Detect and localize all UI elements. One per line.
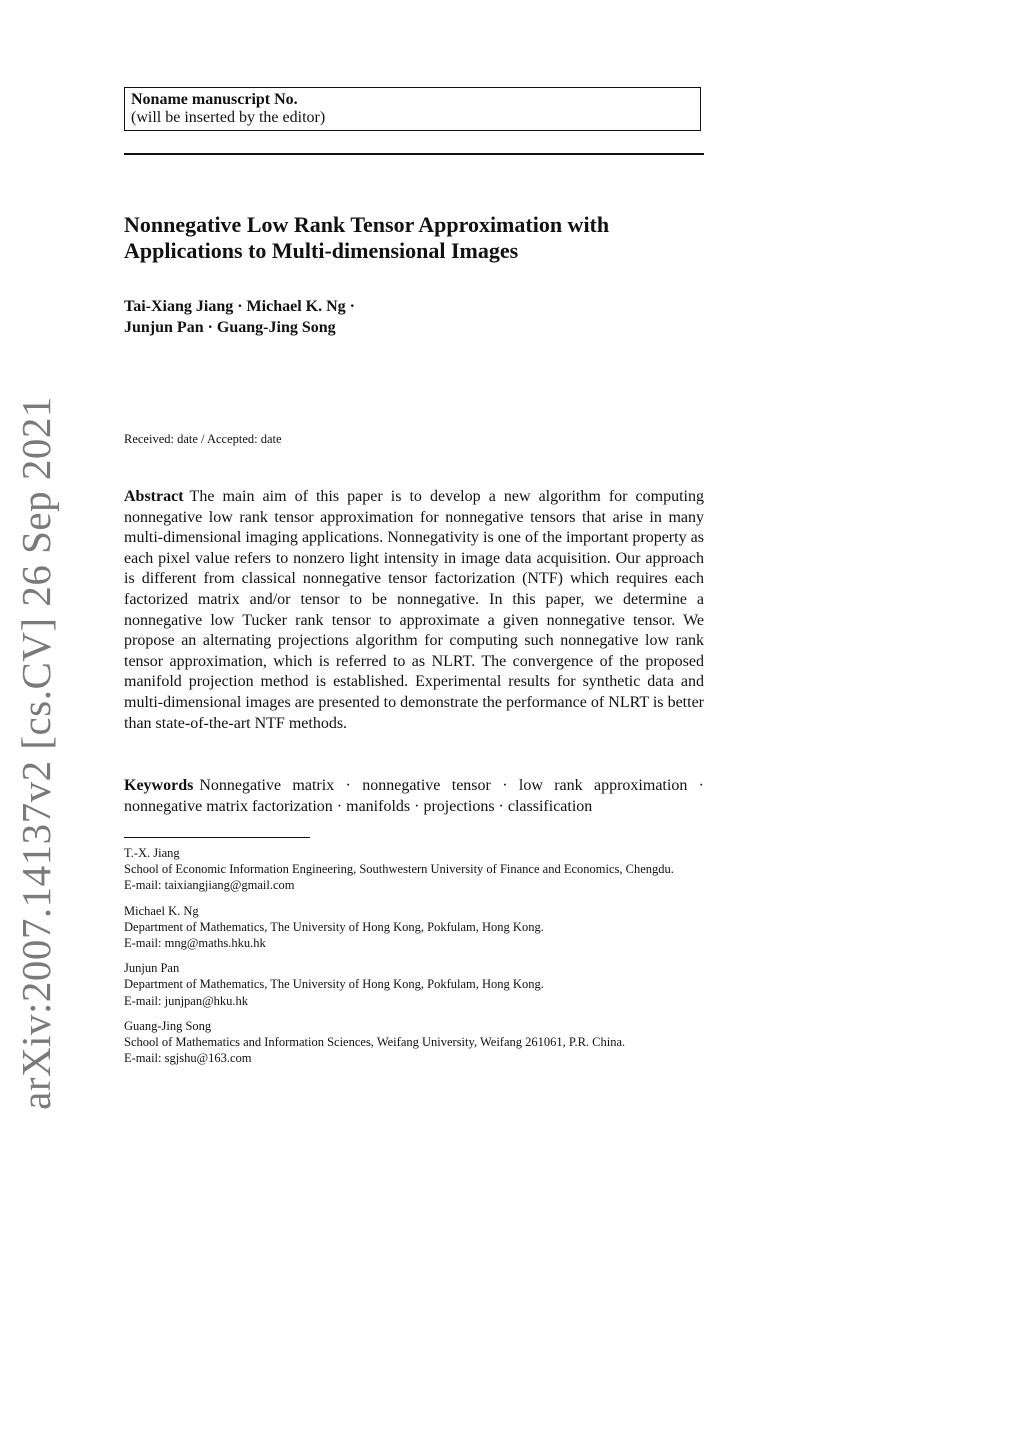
affiliation-address: Department of Mathematics, The University of Hong Kong, Pokfulam, Hong Kong. bbox=[124, 977, 544, 992]
affiliation-address: Department of Mathematics, The University of Hong Kong, Pokfulam, Hong Kong. bbox=[124, 919, 544, 934]
affiliation-entry bbox=[124, 903, 704, 952]
affiliation-name: Junjun Pan bbox=[124, 961, 180, 976]
manuscript-header-box bbox=[124, 87, 701, 131]
author-line-2: Junjun Pan · Guang-Jing Song bbox=[124, 319, 336, 336]
affiliation-entry bbox=[124, 960, 704, 1009]
arxiv-identifier: arXiv:2007.14137v2 [cs.CV] 26 Sep 2021 bbox=[13, 396, 60, 1110]
affiliation-email: E-mail: sgjshu@163.com bbox=[124, 1051, 252, 1066]
keywords-label: Keywords bbox=[124, 777, 194, 794]
editor-note: (will be inserted by the editor) bbox=[131, 109, 326, 126]
affiliation-name: Michael K. Ng bbox=[124, 903, 199, 918]
abstract bbox=[124, 487, 704, 734]
affiliation-entry bbox=[124, 1018, 704, 1067]
affiliation-entry bbox=[124, 845, 704, 894]
author-line-1: Tai-Xiang Jiang · Michael K. Ng · bbox=[124, 298, 355, 315]
abstract-text: The main aim of this paper is to develop a new algorithm for computing nonnegative low rank tensor approximation for nonnegative tensors that arise in many multi-dimensional imaging applications. Nonnegativity is one of the important property as each pixel value refers to nonzero light intensity in image data acquisition. Our approach is different from classical nonnegative tensor factorization (NTF) which requires each factorized matrix and/or tensor to be nonnegative. In this paper, we determine a nonnegative low Tucker rank tensor to approximate a given nonnegative tensor. We propose an alternating projections algorithm for computing such nonnegative low rank tensor approximation, which is referred to as NLRT. The convergence of the proposed manifold projection method is established. Experimental results for synthetic data and multi-dimensional images are presented to demonstrate the performance of NLRT is better than state-of-the-art NTF methods. bbox=[124, 488, 704, 732]
affiliation-address: School of Economic Information Engineering, Southwestern University of Finance and Economics, Chengdu. bbox=[124, 862, 674, 877]
affiliation-name: Guang-Jing Song bbox=[124, 1018, 212, 1033]
abstract-label: Abstract bbox=[124, 488, 184, 505]
affiliation-address: School of Mathematics and Information Sciences, Weifang University, Weifang 261061, P.R. China. bbox=[124, 1035, 626, 1050]
paper-title-line-2: Applications to Multi-dimensional Images bbox=[124, 238, 519, 263]
arxiv-sidebar bbox=[6, 396, 66, 1110]
author-list bbox=[124, 296, 724, 338]
affiliation-email: E-mail: junjpan@hku.hk bbox=[124, 993, 248, 1008]
header-divider bbox=[124, 153, 704, 155]
affiliation-name: T.-X. Jiang bbox=[124, 846, 180, 860]
affiliation-email: E-mail: taixiangjiang@gmail.com bbox=[124, 878, 295, 893]
paper-title bbox=[124, 212, 724, 264]
affiliation-email: E-mail: mng@maths.hku.hk bbox=[124, 936, 266, 951]
paper-title-line-1: Nonnegative Low Rank Tensor Approximation with bbox=[124, 212, 610, 237]
manuscript-number: Noname manuscript No. bbox=[131, 91, 298, 108]
footnote-divider bbox=[124, 837, 310, 838]
received-date: Received: date / Accepted: date bbox=[124, 432, 282, 446]
author-affiliations bbox=[124, 845, 704, 1075]
keywords bbox=[124, 776, 704, 817]
keywords-text: Nonnegative matrix · nonnegative tensor · low rank approximation · nonnegative matrix factorization · manifolds · projections · classification bbox=[124, 777, 704, 815]
